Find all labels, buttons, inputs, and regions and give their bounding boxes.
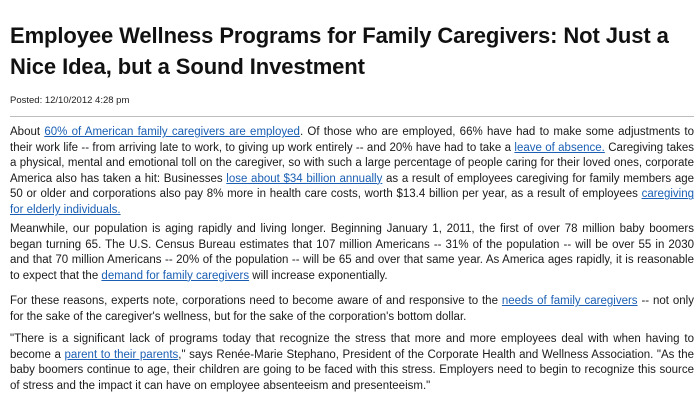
paragraph-3 — [10, 294, 694, 325]
paragraph-4 — [10, 332, 694, 394]
paragraph-text: -- not only for the sake of the caregiver's wellness, but for the sake of the corporation's bottom dollar. — [10, 295, 694, 323]
paragraph-text: "There is a significant lack of programs today that recognize the stress that more and more employees deal with when having to become a — [10, 333, 694, 361]
article-title: Employee Wellness Programs for Family Caregivers: Not Just a Nice Idea, but a Sound Investment — [10, 23, 669, 79]
paragraph-text: ," says Renée-Marie Stephano, President of the Corporate Health and Wellness Association. "As the baby boomers continue to age, their children are going to be faced with this stress. Employers need to begin to recognize this source of stress and the impact it can have on employee absenteeism and presenteeism." — [10, 348, 695, 392]
inline-link[interactable]: parent to their parents — [64, 348, 179, 361]
inline-link[interactable]: 60% of American family caregivers are employed — [44, 126, 300, 138]
paragraph-text: About — [10, 126, 45, 138]
inline-link[interactable]: demand for family caregivers — [101, 269, 250, 282]
paragraph-text: Caregiving takes a physical, mental and emotional toll on the caregiver, so with such a large percentage of people caring for their loved ones, corporate America also has taken a hit: Businesses — [10, 141, 694, 185]
inline-link[interactable]: caregiving for elderly individuals. — [10, 188, 694, 216]
paragraph-2 — [10, 222, 694, 284]
inline-link[interactable]: needs of family caregivers — [501, 295, 638, 307]
paragraph-text: For these reasons, experts note, corporations need to become aware of and responsive to the — [10, 295, 502, 307]
paragraph-text: as a result of employees caregiving for family members age 50 or older and corporations also pay 8% more in health care costs, worth $13.4 billion per year, as a result of employees — [10, 172, 695, 201]
inline-link[interactable]: leave of absence. — [514, 141, 605, 154]
paragraph-text: will increase exponentially. — [249, 269, 388, 282]
divider — [10, 116, 694, 117]
paragraph-text: Meanwhile, our population is aging rapidly and living longer. Beginning January 1, 2011, the first of over 78 million baby boomers began turning 65. The U.S. Census Bureau estimates that 107 million Americans -- 31% of the population -- will be over 55 in 2030 and that 70 million Americans -- 20% of the population -- will be 65 and over that same year. As America ages rapidly, it is reasonable to expect that the — [10, 223, 694, 282]
paragraph-1 — [10, 125, 694, 219]
inline-link[interactable]: lose about $34 billion annually — [226, 172, 383, 185]
posted-date: Posted: 12/10/2012 4:28 pm — [10, 95, 130, 106]
paragraph-text: . Of those who are employed, 66% have had to make some adjustments to their work life -- from arriving late to work, to giving up work entirely -- and 20% have had to take a — [10, 126, 695, 154]
